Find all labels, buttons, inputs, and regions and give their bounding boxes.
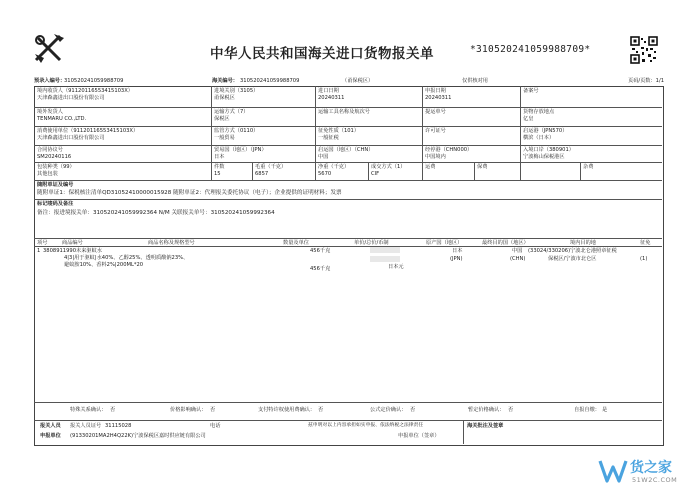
qr-code-icon	[630, 36, 658, 64]
entry-port-value: 甬保税区	[214, 95, 235, 101]
phone-label: 电话	[210, 423, 221, 429]
gross-weight-value: 6857	[255, 171, 269, 177]
shipper-value: TENMARU CO.,LTD.	[37, 116, 87, 122]
self-pay-value: 是	[602, 407, 608, 413]
entry-port-label: 进境关别（3105）	[214, 88, 259, 94]
goods-code: 3808911990	[43, 248, 77, 254]
watermark-site: 51W2C.COM	[632, 476, 678, 484]
redacted-total	[370, 256, 400, 262]
goods-qty-2: 456千克	[310, 266, 331, 272]
transit-port-label: 经停港（CHN000）	[425, 147, 473, 153]
price-impact-value: 否	[210, 407, 216, 413]
import-date-label: 进口日期	[318, 88, 339, 94]
gross-weight-label: 毛重（千克）	[255, 164, 287, 170]
goods-col-levy: 征免	[640, 240, 651, 246]
goods-col-domestic: 境内目的地	[570, 240, 596, 246]
goods-domestic-2: 保税区/宁波市北仑区	[548, 256, 597, 262]
formula-price-label: 公式定价确认：	[370, 407, 407, 413]
departure-port-value: 横滨（日本）	[523, 135, 555, 141]
entry-gate-label: 入境口岸（380901）	[523, 147, 574, 153]
net-weight-label: 净重（千克）	[318, 164, 350, 170]
pieces-label: 件数	[214, 164, 225, 170]
consignee-label: 境内收货人（91120116553415103X）	[37, 88, 133, 94]
origin-country-value: 中国	[318, 154, 329, 160]
goods-origin-code: (JPN)	[450, 256, 463, 262]
goods-dest: 中国	[512, 248, 523, 254]
goods-qty-1: 456千克	[310, 248, 331, 254]
unit-seal-label: 申报单位（签章）	[398, 433, 440, 439]
freight-label: 运费	[425, 164, 436, 170]
provisional-value: 否	[508, 407, 514, 413]
pieces-value: 15	[214, 171, 221, 177]
docs-label: 随附单证及编号	[37, 182, 74, 188]
trade-country-value: 日本	[214, 154, 225, 160]
special-relation-label: 特殊关系确认：	[70, 407, 107, 413]
royalty-value: 否	[318, 407, 324, 413]
declare-unit-value: (91330201MA2H4Q22K)宁波保税区嘉时供应链有限公司	[70, 433, 206, 439]
misc-fee-label: 杂费	[583, 164, 594, 170]
consignee-value: 天津森鑫进出口股份有限公司	[37, 95, 105, 101]
form-title: 中华人民共和国海关进口货物报关单	[210, 46, 434, 62]
goods-currency: 日本元	[388, 264, 404, 270]
docs-text: 随附单证1：保税核注清单QD31052410000015928 随附单证2：代理报关委托协议（电子）；企业提供的证明材料；发票	[37, 190, 342, 196]
levy-nature-value: 一般征税	[318, 135, 339, 141]
price-impact-label: 价格影响确认：	[170, 407, 207, 413]
deal-mode-value: CIF	[371, 171, 380, 177]
goods-levy-code: (1)	[640, 256, 648, 262]
barcode-text: *310520241059988709*	[470, 44, 591, 55]
storage-value: 亿皇	[523, 116, 534, 122]
vessel-label: 运输工具名称及航次号	[318, 109, 370, 115]
trade-country-label: 贸易国（地区）（JPN）	[214, 147, 267, 153]
watermark-logo	[598, 455, 698, 489]
purpose-note: 仅供核对用	[462, 78, 488, 84]
declarant-id-label: 报关人员证号	[70, 423, 102, 429]
formula-price-value: 否	[410, 407, 416, 413]
goods-col-name: 商品名称及规格型号	[148, 240, 195, 246]
declarant-label: 报关人员	[40, 423, 61, 429]
declare-date-label: 申报日期	[425, 88, 446, 94]
marks-label: 标记唛码及备注	[37, 201, 74, 207]
levy-nature-label: 征免性质（101）	[318, 128, 360, 134]
transit-port-value: 中国境内	[425, 154, 446, 160]
goods-col-code: 商品编号	[62, 240, 83, 246]
supervision-value: 一般贸易	[214, 135, 235, 141]
package-label: 包装种类（99）	[37, 164, 75, 170]
transport-mode-label: 运输方式（7）	[214, 109, 249, 115]
goods-col-no: 项号	[37, 240, 48, 246]
goods-name: 未来驱蚊水	[76, 248, 102, 254]
shipper-label: 境外发货人	[37, 109, 63, 115]
redacted-price	[370, 247, 400, 253]
goods-origin: 日本	[452, 248, 463, 254]
goods-dest-code: (CHN)	[510, 256, 526, 262]
insurance-label: 保费	[477, 164, 488, 170]
marks-text: 备注：报进境报关单：310520241059992364 N/M 关联报关单号：310520241059992364	[37, 210, 275, 216]
consumer-label: 消费使用单位（91120116553415103X）	[37, 128, 139, 134]
pre-entry-no: 310520241059988709	[64, 78, 124, 84]
package-value: 其他包装	[37, 171, 58, 177]
special-relation-value: 否	[110, 407, 116, 413]
goods-col-price: 单价/总价/币制	[354, 240, 389, 246]
supervision-label: 监管方式（0110）	[214, 128, 259, 134]
statement-text: 兹申明对以上内容承担如实申报、依法纳税之法律责任	[308, 423, 424, 428]
customs-no: 310520241059988709	[240, 78, 300, 84]
bill-no-label: 提运单号	[425, 109, 446, 115]
goods-col-qty: 数量及单位	[283, 240, 309, 246]
entry-gate-value: 宁波梅山保税港区	[523, 154, 565, 160]
net-weight-value: 5670	[318, 171, 332, 177]
customs-dept: （甬保税区）	[342, 78, 374, 84]
provisional-label: 暂定价格确认：	[468, 407, 505, 413]
declare-unit-label: 申报单位	[40, 433, 61, 439]
goods-spec-line1: 4|3|用于驱蚊|水40%、乙醇25%、透明质酸钠23%、	[64, 255, 189, 261]
goods-domestic: (33024/330206)宁波北仑港照章征税	[528, 248, 617, 254]
goods-col-origin: 原产国（地区）	[426, 240, 463, 246]
contract-value: SM20240116	[37, 154, 72, 160]
contract-label: 合同协议号	[37, 147, 63, 153]
transport-mode-value: 保税区	[214, 116, 230, 122]
watermark-brand: 货之家	[630, 460, 672, 476]
pre-entry-label: 预录入编号：	[34, 78, 66, 84]
page-count: 页码/页数：1/1	[628, 78, 665, 84]
goods-spec-line2: 避蚊胺10%、香料2%|200ML*20	[64, 262, 144, 268]
origin-country-label: 启运国（地区）（CHN）	[318, 147, 374, 153]
departure-port-label: 启运港（JPN570）	[523, 128, 568, 134]
declare-date-value: 20240311	[425, 95, 452, 101]
self-pay-label: 自报自缴：	[574, 407, 600, 413]
license-label: 许可证号	[425, 128, 446, 134]
customs-no-label: 海关编号：	[212, 78, 238, 84]
goods-no: 1	[37, 248, 41, 254]
consumer-value: 天津森鑫进出口股份有限公司	[37, 135, 105, 141]
declarant-id: 31115028	[105, 423, 132, 429]
import-date-value: 20240311	[318, 95, 345, 101]
deal-mode-label: 成交方式（1）	[371, 164, 406, 170]
royalty-label: 支付特许权使用费确认：	[258, 407, 316, 413]
storage-label: 货物存放地点	[523, 109, 555, 115]
goods-col-dest: 最终目的国（地区）	[482, 240, 529, 246]
approval-label: 海关批注及签章	[467, 423, 504, 429]
customs-emblem-icon	[32, 32, 66, 66]
record-no-label: 备案号	[523, 88, 539, 94]
